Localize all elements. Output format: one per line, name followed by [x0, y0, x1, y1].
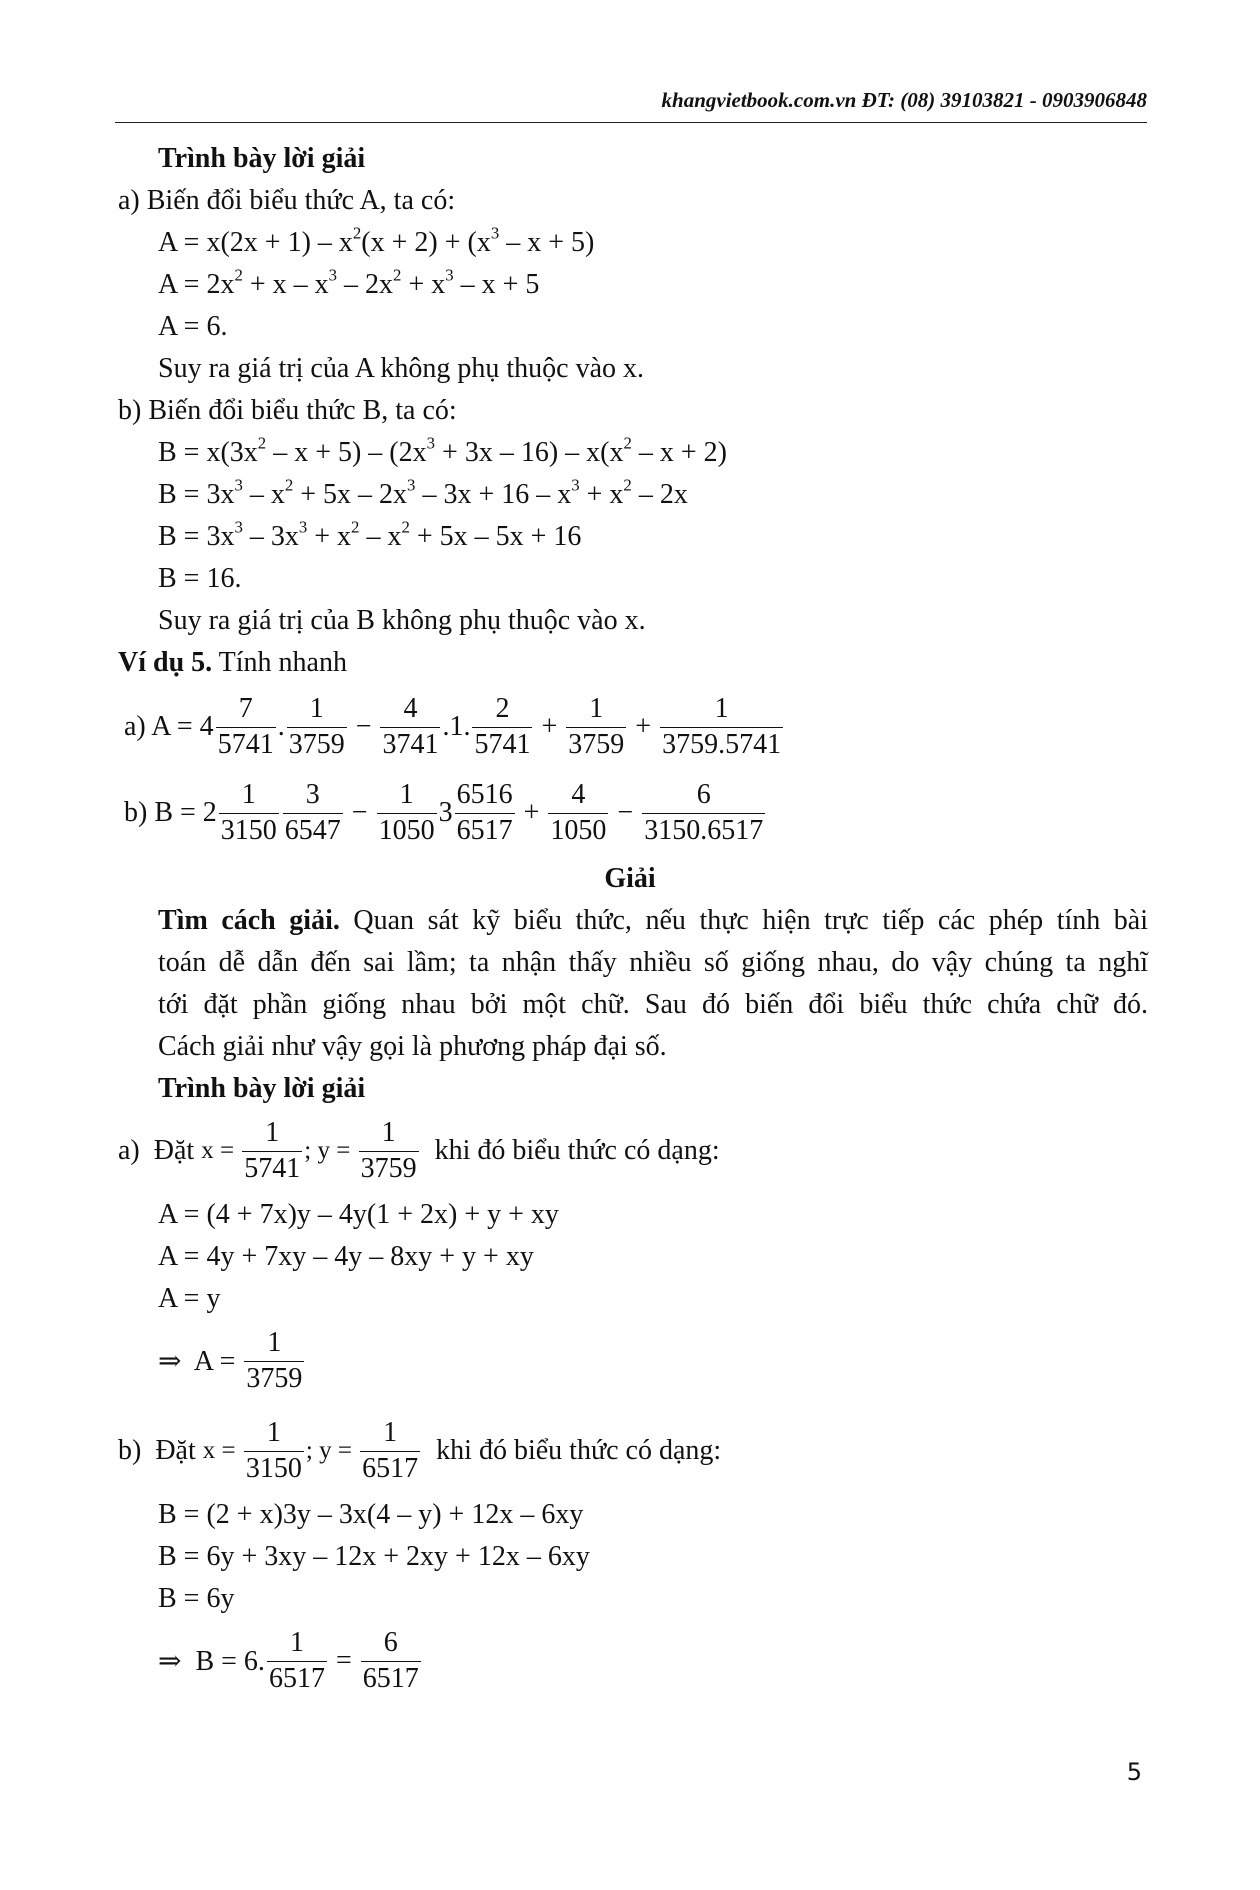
part-a-conclusion: Suy ra giá trị của A không phụ thuộc vào x. [158, 353, 645, 384]
eq-b-4: B = 16. [158, 563, 242, 594]
page-header: khangvietbook.com.vn ĐT: (08) 39103821 - 0903906848 [115, 88, 1147, 123]
hint-line-4: Cách giải như vậy gọi là phương pháp đại số. [158, 1031, 667, 1062]
part-b-intro: b) Biến đổi biểu thức B, ta có: [118, 395, 457, 426]
sol-b-eq-1: B = (2 + x)3y – 3x(4 – y) + 12x – 6xy [158, 1499, 584, 1530]
example-5-expr-a: a) A = 4 $\frac{7}{5741}$ . $\frac{1}{3759}$ − $\frac{4}{3741}$ .1. $\frac{2}{5741}$ + $\frac{1}{3759}$ + $\frac{1}{3759.5741}$ [124, 693, 782, 760]
substitution-a: a) Đặt x = $\frac{1}{5741}$ ; y = $\frac{1}{3759}$ khi đó biểu thức có dạng: [118, 1117, 720, 1184]
hint-line-2: toán dễ dẫn đến sai lầm; ta nhận thấy nhiều số giống nhau, do vậy chúng ta nghĩ [158, 947, 1148, 978]
example-5-expr-b: b) B = 2 $\frac{1}{3150}$ $\frac{3}{6547}$ − $\frac{1}{1050}$ 3 $\frac{6516}{6517}$ + $\frac{4}{1050}$ − $\frac{6}{3150.6517}$ [124, 779, 764, 846]
part-a-intro: a) Biến đổi biểu thức A, ta có: [118, 185, 456, 216]
eq-a-3: A = 6. [158, 311, 228, 342]
section-title: Trình bày lời giải [158, 143, 366, 174]
sol-b-eq-2: B = 6y + 3xy – 12x + 2xy + 12x – 6xy [158, 1541, 590, 1572]
hint-line-1: Tìm cách giải. Quan sát kỹ biểu thức, nếu thực hiện trực tiếp các phép tính bài [158, 905, 1149, 936]
sol-a-eq-1: A = (4 + 7x)y – 4y(1 + 2x) + y + xy [158, 1199, 559, 1230]
eq-a-2: $A = 2x^2 + x - x^3 - 2x^2 + x^3 - x + 5$ [158, 265, 540, 300]
sol-a-eq-2: A = 4y + 7xy – 4y – 8xy + y + xy [158, 1241, 534, 1272]
sol-a-eq-3: A = y [158, 1283, 221, 1314]
page-number: 5 [1126, 1758, 1142, 1786]
solution-heading: Giải [604, 863, 656, 894]
sol-a-result: ⇒ A = $\frac{1}{3759}$ [158, 1327, 303, 1394]
substitution-b: b) Đặt x = $\frac{1}{3150}$ ; y = $\frac{1}{6517}$ khi đó biểu thức có dạng: [118, 1417, 722, 1484]
example-5-heading: Ví dụ 5. Tính nhanh [118, 647, 347, 678]
eq-a-1: $A = x(2x + 1) - x^2(x + 2) + (x^3 - x + 5)$ [158, 223, 595, 258]
part-b-conclusion: Suy ra giá trị của B không phụ thuộc vào x. [158, 605, 646, 636]
sol-b-result: ⇒ B = 6. $\frac{1}{6517}$ = $\frac{6}{6517}$ [158, 1627, 419, 1694]
hint-line-3: tới đặt phần giống nhau bởi một chữ. Sau đó biến đổi biểu thức chứa chữ đó. [158, 989, 1148, 1020]
section-title-2: Trình bày lời giải [158, 1073, 366, 1104]
eq-b-2: $B = 3x^3 - x^2 + 5x - 2x^3 - 3x + 16 - x^3 + x^2 - 2x$ [158, 475, 688, 510]
eq-b-3: $B = 3x^3 - 3x^3 + x^2 - x^2 + 5x - 5x + 16$ [158, 517, 582, 552]
sol-b-eq-3: B = 6y [158, 1583, 235, 1614]
eq-b-1: $B = x(3x^2 - x + 5) - (2x^3 + 3x - 16) - x(x^2 - x + 2)$ [158, 433, 727, 468]
